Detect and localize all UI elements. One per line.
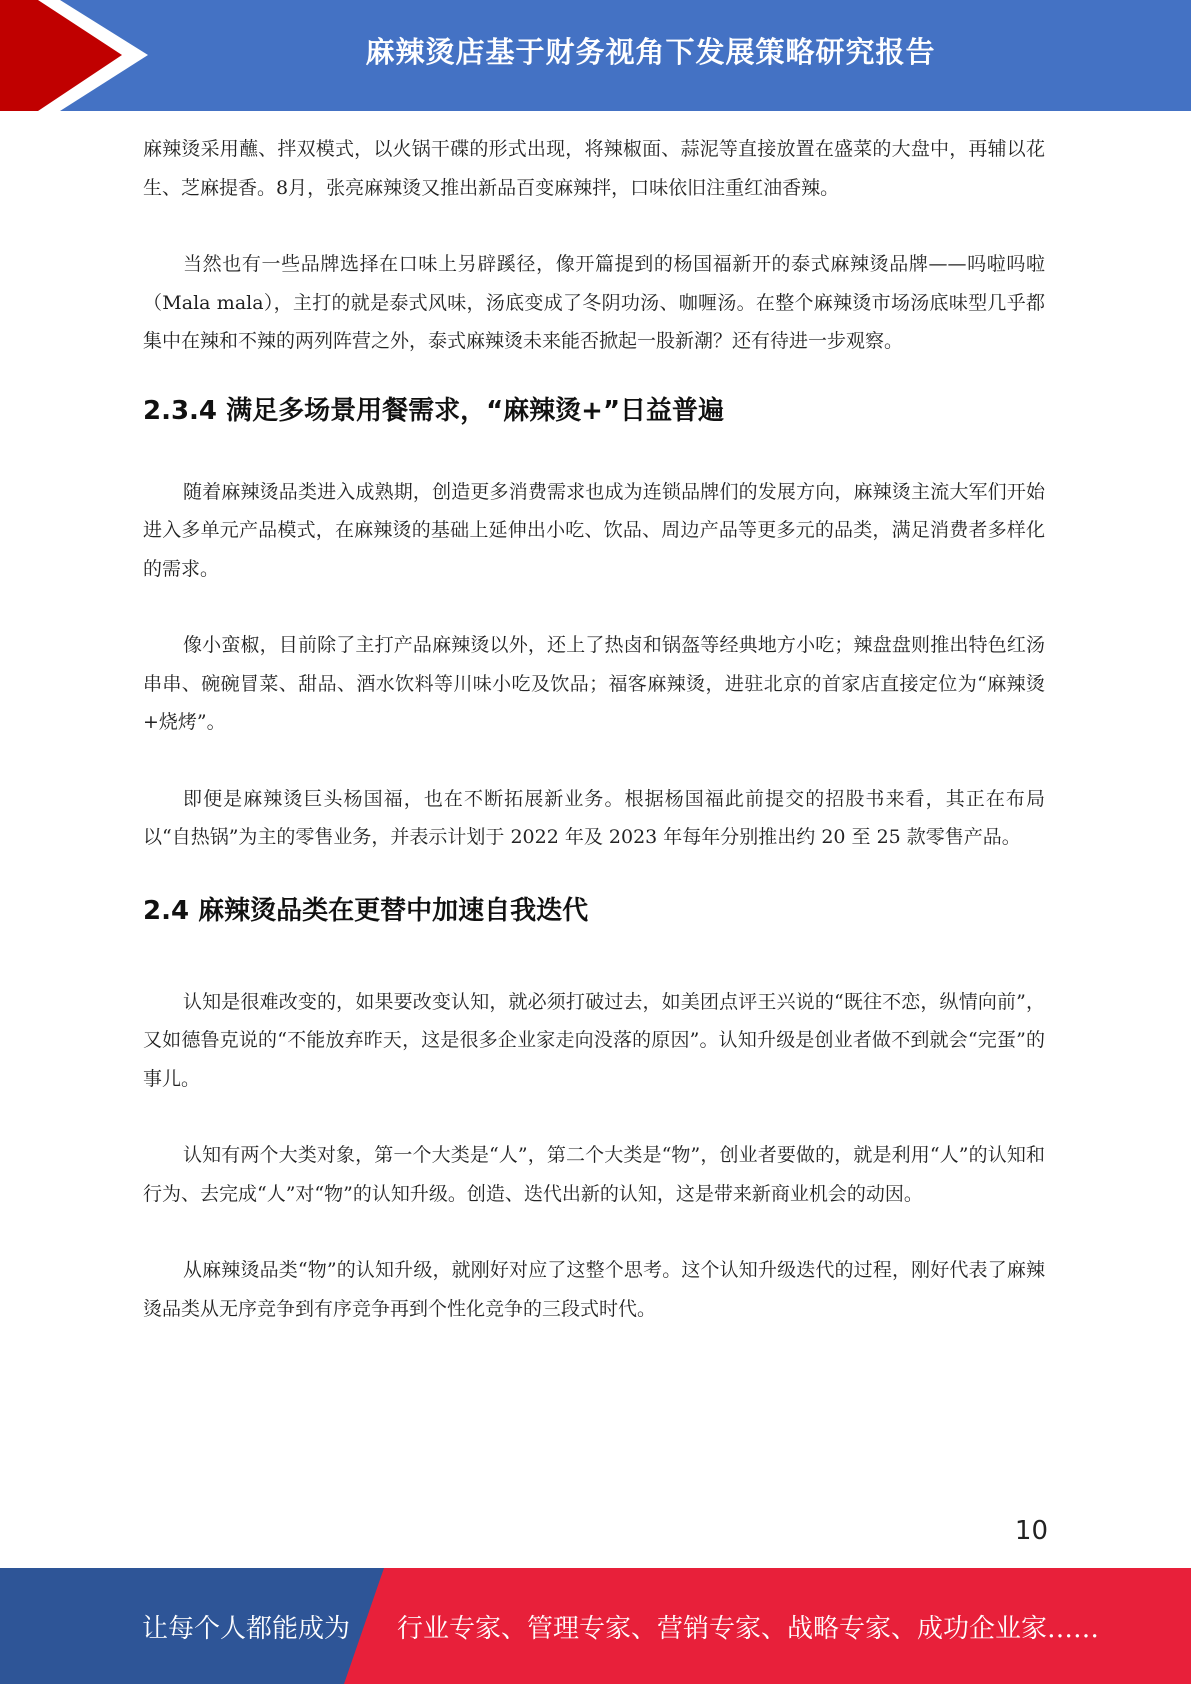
page-number: 10: [1014, 1516, 1048, 1546]
paragraph: 认知是很难改变的，如果要改变认知，就必须打破过去，如美团点评王兴说的“既往不恋，纵情向前”，又如德鲁克说的“不能放弃昨天，这是很多企业家走向没落的原因”。认知升级是创业者做不到就会“完蛋”的事儿。: [143, 990, 1045, 1090]
paragraph: 即便是麻辣烫巨头杨国福，也在不断拓展新业务。根据杨国福此前提交的招股书来看，其正在布局以“自热锅”为主的零售业务，并表示计划于 2022 年及 2023 年每年分别推出约 20 至 25 款零售产品。: [143, 787, 1045, 848]
paragraph: 随着麻辣烫品类进入成熟期，创造更多消费需求也成为连锁品牌们的发展方向，麻辣烫主流大军们开始进入多单元产品模式，在麻辣烫的基础上延伸出小吃、饮品、周边产品等更多元的品类，满足消费者多样化的需求。: [143, 480, 1045, 580]
footer-slogan-right: 行业专家、管理专家、营销专家、战略专家、成功企业家……: [397, 1613, 1100, 1644]
page-footer: [0, 1568, 1191, 1684]
section-heading: 2.3.4 满足多场景用餐需求，“麻辣烫+”日益普遍: [143, 395, 725, 426]
page-content: [143, 130, 1045, 1328]
paragraph: 麻辣烫采用蘸、拌双模式，以火锅干碟的形式出现，将辣椒面、蒜泥等直接放置在盛菜的大盘中，再辅以花生、芝麻提香。8月，张亮麻辣烫又推出新品百变麻辣拌，口味依旧注重红油香辣。: [143, 138, 1045, 199]
paragraph: 像小蛮椒，目前除了主打产品麻辣烫以外，还上了热卤和锅盔等经典地方小吃；辣盘盘则推出特色红汤串串、碗碗冒菜、甜品、酒水饮料等川味小吃及饮品；福客麻辣烫，进驻北京的首家店直接定位为“麻辣烫+烧烤”。: [143, 634, 1045, 733]
header-title: 麻辣烫店基于财务视角下发展策略研究报告: [365, 34, 936, 69]
footer-slogan-left: 让每个人都能成为: [142, 1613, 351, 1644]
section-heading: 2.4 麻辣烫品类在更替中加速自我迭代: [143, 895, 589, 926]
page-header: [0, 0, 1191, 111]
paragraph: 从麻辣烫品类“物”的认知升级，就刚好对应了这整个思考。这个认知升级迭代的过程，刚好代表了麻辣烫品类从无序竞争到有序竞争再到个性化竞争的三段式时代。: [143, 1259, 1045, 1320]
paragraph: 当然也有一些品牌选择在口味上另辟蹊径，像开篇提到的杨国福新开的泰式麻辣烫品牌——吗啦吗啦（Mala mala），主打的就是泰式风味，汤底变成了冬阴功汤、咖喱汤。在整个麻辣烫市场汤底味型几乎都集中在辣和不辣的两列阵营之外，泰式麻辣烫未来能否掀起一股新潮？还有待进一步观察。: [143, 253, 1045, 352]
paragraph: 认知有两个大类对象，第一个大类是“人”，第二个大类是“物”，创业者要做的，就是利用“人”的认知和行为、去完成“人”对“物”的认知升级。创造、迭代出新的认知，这是带来新商业机会的动因。: [143, 1144, 1045, 1205]
